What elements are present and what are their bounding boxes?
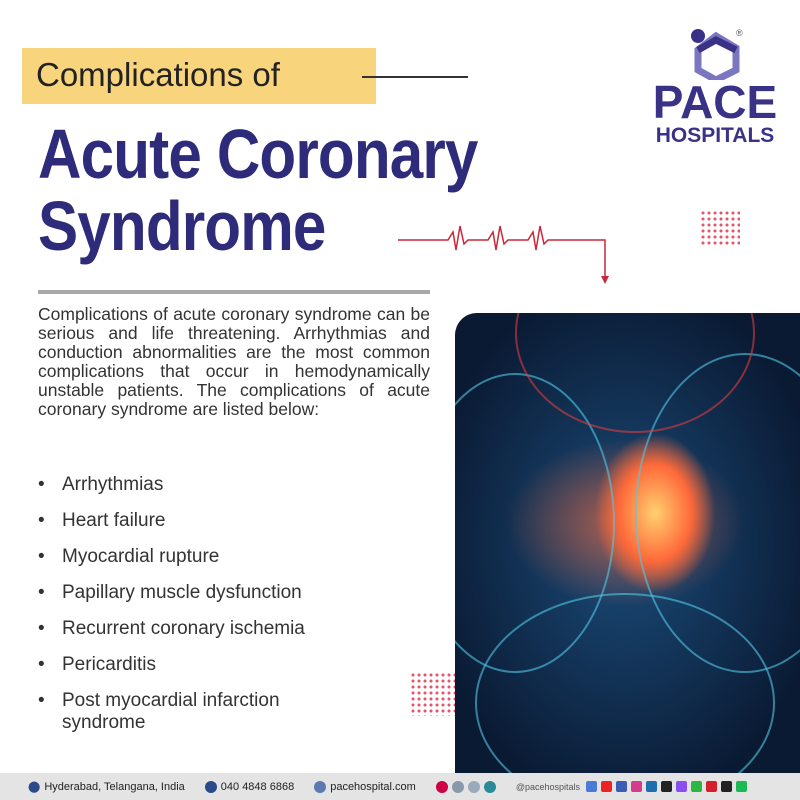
intro-paragraph: Complications of acute coronary syndrome can be serious and life threatening. Arrhythmias and conduction abnormalities are the most common complications that occur in hemodynamically unstable patients. The complications of acute coronary syndrome are listed below: [38,304,430,419]
phone-icon [205,781,217,793]
badge-icon [484,781,496,793]
globe-icon [314,781,326,793]
list-item: • Myocardial rupture [38,546,338,568]
list-item: • Recurrent coronary ischemia [38,618,338,640]
list-item: • Post myocardial infarction syndrome [38,690,338,734]
ecg-line-icon [398,222,618,288]
logo-sub: HOSPITALS [655,124,775,147]
kicker-text: Complications of [36,56,280,93]
instagram-icon[interactable] [631,781,642,792]
pace-hospitals-logo [650,28,780,148]
spotify-icon[interactable] [736,781,747,792]
footer [0,773,800,800]
kicker-line [362,76,468,78]
list-item: • Heart failure [38,510,338,532]
facebook-icon[interactable] [616,781,627,792]
badge-icon [452,781,464,793]
kicker-banner [22,48,376,104]
svg-text:®: ® [736,28,743,38]
list-item: • Pericarditis [38,654,338,676]
logo-mark-icon [688,28,744,80]
x-icon[interactable] [661,781,672,792]
heart-illustration [455,313,800,773]
footer-phone[interactable]: 040 4848 6868 [220,780,295,793]
badge-icon [468,781,480,793]
youtube-icon[interactable] [601,781,612,792]
google-business-icon[interactable] [586,781,597,792]
accreditation-badges [436,781,496,793]
linkedin-icon[interactable] [646,781,657,792]
dot-pattern [700,210,740,246]
footer-location: Hyderabad, Telangana, India [44,780,185,793]
list-item: • Arrhythmias [38,474,338,496]
title-line-1: Acute Coronary [38,115,478,193]
location-pin-icon: ⬤ [28,781,41,793]
footer-website[interactable]: pacehospital.com [330,780,416,793]
badge-icon [436,781,448,793]
pinterest-icon[interactable] [706,781,717,792]
social-handle: @pacehospitals [515,781,580,792]
messenger-icon[interactable] [676,781,687,792]
list-item: • Papillary muscle dysfunction [38,582,338,604]
social-icons [586,781,747,792]
whatsapp-icon[interactable] [691,781,702,792]
separator [38,290,430,294]
complications-list [38,474,338,748]
threads-icon[interactable] [721,781,732,792]
logo-name: PACE [652,76,778,128]
title-line-2: Syndrome [38,187,326,265]
